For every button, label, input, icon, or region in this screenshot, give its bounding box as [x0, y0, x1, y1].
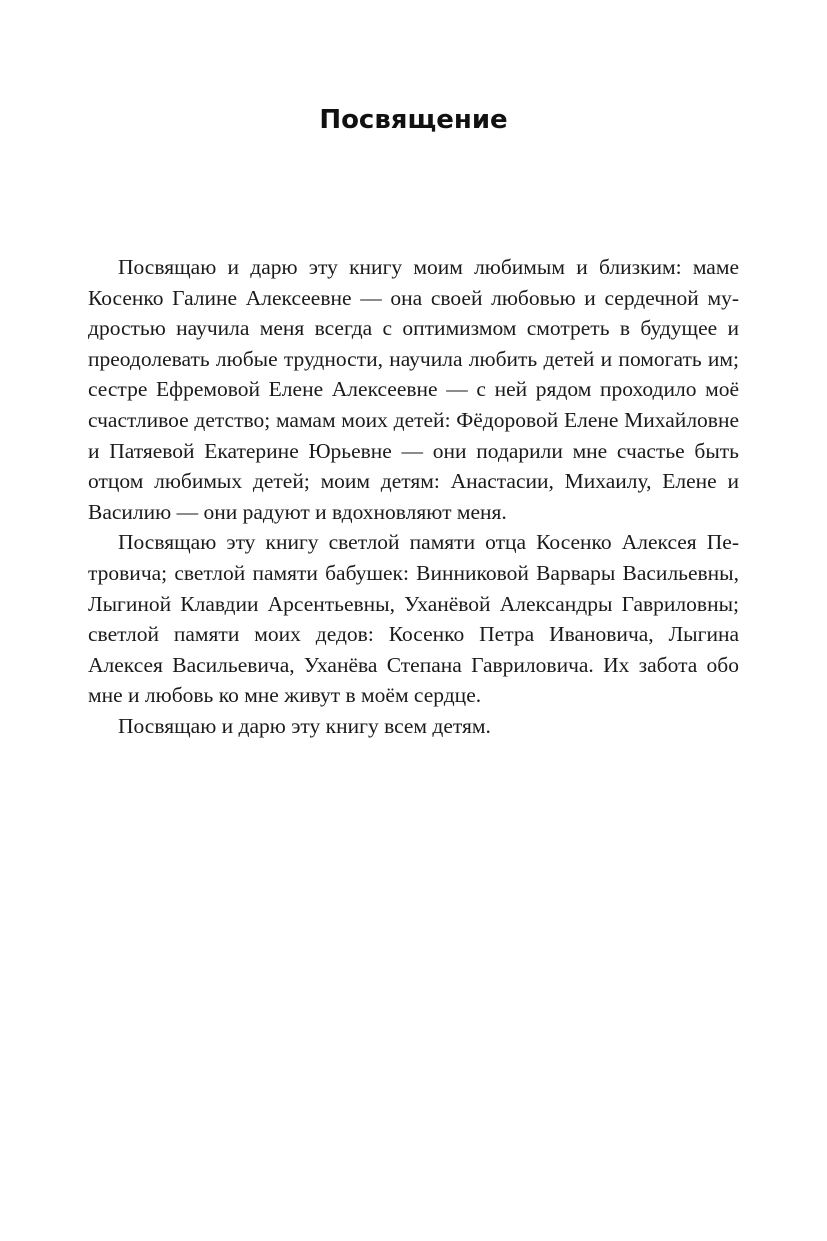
dedication-paragraph-2: Посвящаю эту книгу светлой памяти отца Косенко Алексея Петровича; светлой памяти бабушек: Винниковой Варвары Васильевны, Лыгиной Клавдии Арсентьевны, Уханёвой Александры Гавриловны; светлой памяти моих дедов: Косенко Петра Ивановича, Лыгина Алексея Васильевича, Уханёва Степана Гавриловича. Их забота обо мне и любовь ко мне живут в моём сердце. — [88, 530, 739, 708]
dedication-paragraph-3: Посвящаю и дарю эту книгу всем детям. — [118, 713, 491, 738]
dedication-paragraph-1: Посвящаю и дарю эту книгу моим любимым и близким: маме Косенко Галине Алексеевне — она своей любовью и сердечной мудростью научила меня всегда с оптимизмом смотреть в будущее и преодолевать любые трудности, научила любить детей и помогать им; сестре Ефремовой Елене Алексеевне — с ней рядом проходило моё счастливое детство; мамам моих детей: Фёдоровой Елене Михайловне и Патяевой Екатерине Юрьевне — они подарили мне счастье быть отцом любимых детей; моим детям: Анастасии, Михаилу, Елене и Василию — они радуют и вдохновляют меня. — [88, 255, 739, 524]
dedication-text — [88, 252, 739, 742]
page-title: Посвящение — [319, 105, 508, 135]
